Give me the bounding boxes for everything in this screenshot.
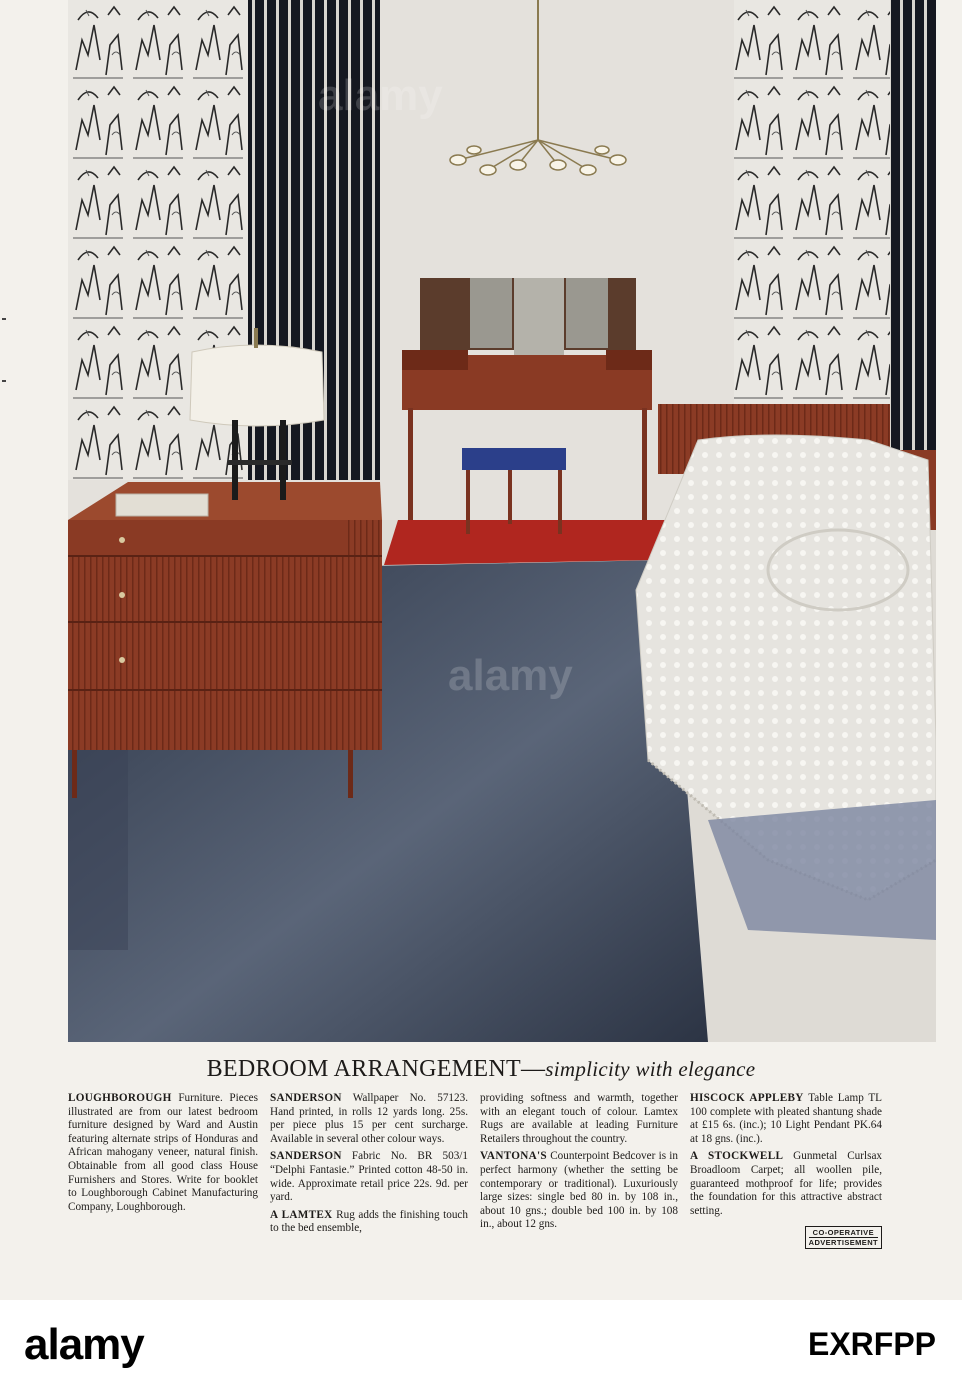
paragraph: [270, 1092, 468, 1146]
bedroom-illustration: [68, 0, 936, 1042]
brand-lead: HISCOCK APPLEBY: [690, 1092, 804, 1104]
scan-edge-mark: [2, 318, 6, 320]
paragraph: [68, 1092, 258, 1214]
photo-watermark: alamy: [318, 71, 443, 120]
column-2: [270, 1092, 468, 1268]
brand-lead: A STOCKWELL: [690, 1150, 784, 1163]
stock-image-code: EXRFPP: [807, 1326, 936, 1362]
column-1: [68, 1092, 258, 1268]
paragraph-text: Rug adds the finishing touch to the bed ensemble,: [270, 1208, 468, 1235]
right-curtain: [734, 0, 890, 430]
paragraph-text: Wallpaper No. 57123. Hand printed, in rolls 12 yards long. 25s. per piece plus 15 per cent surcharge. Available in several other colour ways.: [270, 1092, 468, 1145]
paragraph-text: providing softness and warmth, together with an elegant touch of colour. Lamtex Rugs are available at leading Furniture Retailers throughout the country.: [480, 1092, 678, 1145]
badge-line-2: ADVERTISEMENT: [808, 1238, 878, 1248]
paragraph: [270, 1150, 468, 1204]
paragraph: [480, 1150, 678, 1232]
paragraph-text: Table Lamp TL 100 complete with pleated shantung shade at £15 6s. (inc.); 10 Light Pendant PK.64 at 18 gns. (inc.).: [690, 1092, 882, 1145]
headline-dash: —: [520, 1056, 546, 1082]
brand-lead: VANTONA'S: [480, 1150, 547, 1163]
column-4: [690, 1092, 882, 1268]
red-rug: [384, 520, 668, 565]
paragraph: [690, 1092, 882, 1146]
brand-lead: SANDERSON: [270, 1150, 342, 1163]
scan-edge-mark: [2, 380, 6, 382]
paragraph: [690, 1150, 882, 1218]
paragraph: [480, 1092, 678, 1146]
photo-watermark: alamy: [448, 651, 573, 700]
body-columns: [68, 1092, 896, 1268]
right-striped-panel: [890, 0, 936, 450]
brand-lead: A LAMTEX: [270, 1208, 333, 1221]
stock-logo: alamy: [24, 1320, 144, 1369]
paragraph-text: Gunmetal Curlsax Broadloom Carpet; all woollen pile, guaranteed mothproof for life; provides the foundation for this attractive abstract setting.: [690, 1150, 882, 1217]
headline: [0, 1056, 962, 1083]
badge-line-1: CO-OPERATIVE: [812, 1228, 874, 1238]
headline-main: BEDROOM ARRANGEMENT: [206, 1056, 521, 1082]
stock-footer: [0, 1300, 962, 1390]
column-3: [480, 1092, 678, 1268]
bedroom-photo: [68, 0, 936, 1042]
paragraph-text: Fabric No. BR 503/1 “Delphi Fantasie.” Printed cotton 48-50 in. wide. Approximate retail price 22s. 9d. per yard.: [270, 1150, 468, 1204]
paragraph-text: Counterpoint Bedcover is in perfect harmony (whether the setting be contemporary or traditional). Luxuriously large sizes: single bed 80 in. by 108 in., about 10 gns.; double bed 100 in. by 108 in., about 12 gns.: [480, 1150, 678, 1231]
paragraph: [270, 1209, 468, 1236]
co-operative-advertisement-badge: [805, 1226, 882, 1249]
brand-lead: SANDERSON: [270, 1092, 342, 1104]
headline-subtitle: simplicity with elegance: [545, 1057, 756, 1081]
brand-lead: LOUGHBOROUGH: [68, 1092, 172, 1104]
paragraph-text: Furniture. Pieces illustrated are from our latest bedroom furniture designed by Ward and Austin featuring alternate strips of Honduras and African mahogany veneer, natural finish. Obtainable from all good class House Furnishers and Stores. Write for booklet to Loughborough Cabinet Manufacturing Company, Loughborough.: [68, 1092, 258, 1213]
